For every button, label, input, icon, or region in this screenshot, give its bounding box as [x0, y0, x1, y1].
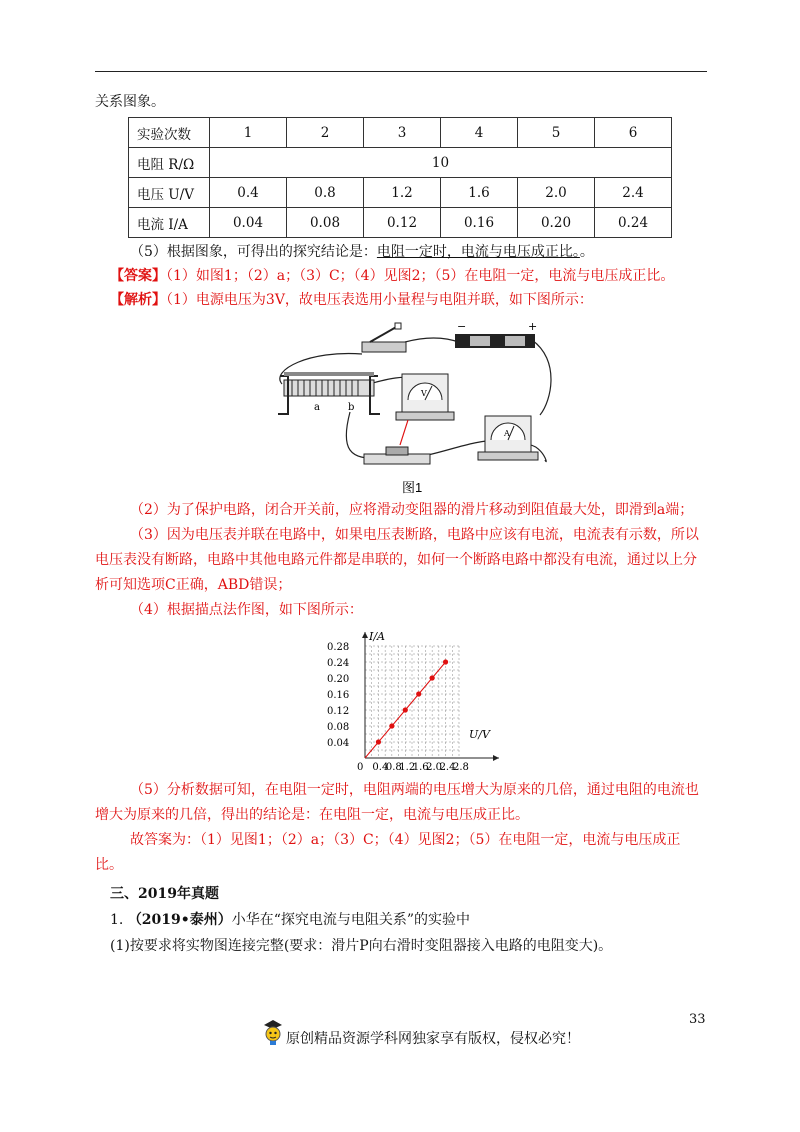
table-cell: 实验次数 [129, 118, 210, 148]
table-cell: 电阻 R/Ω [129, 148, 210, 178]
svg-text:A: A [504, 429, 510, 438]
para3-line: （3）因为电压表并联在电路中，如果电压表断路，电路中应该有电流，电流表有示数，所以 [130, 527, 699, 543]
q5-suffix: 。 [579, 244, 594, 260]
data-point [403, 707, 408, 712]
table-cell: 4 [441, 118, 518, 148]
table-row [129, 208, 672, 238]
intro-text: 关系图象。 [95, 94, 165, 110]
table-cell: 2.0 [518, 178, 595, 208]
circuit-figure [270, 320, 560, 500]
mascot-logo [262, 1018, 284, 1046]
para3-line: 析可知选项C正确，ABD错误； [95, 577, 292, 593]
x-axis-arrow [493, 755, 499, 761]
x-tick-label: 1.6 [412, 762, 429, 773]
data-point [376, 739, 381, 744]
table-cell: 0.4 [210, 178, 287, 208]
q5-answer: 电阻一定时，电流与电压成正比。 [376, 244, 580, 260]
x-tick-label: 2.4 [439, 762, 456, 773]
data-point [416, 691, 421, 696]
x-tick-label: 0.4 [372, 762, 389, 773]
svg-text:a: a [314, 402, 320, 413]
rheostat-icon [278, 372, 380, 414]
para3-line: 电压表没有断路，电路中其他电路元件都是串联的，如何一个断路电路中都没有电流，通过以上分 [95, 552, 697, 568]
table-cell: 2 [287, 118, 364, 148]
resistor-icon [364, 420, 430, 464]
final-line: 故答案为：（1）见图1；（2）a；（3）C；（4）见图2；（5）在电阻一定，电流与电压成正 [130, 832, 681, 848]
y-axis-arrow [362, 632, 368, 638]
table-cell: 6 [595, 118, 672, 148]
table-cell: 0.20 [518, 208, 595, 238]
para5-line: （5）分析数据可知，在电阻一定时，电阻两端的电压增大为原来的几倍，通过电阻的电流也 [130, 782, 699, 798]
x-tick-label: 0 [357, 762, 364, 773]
analysis-line [110, 290, 593, 310]
q5-prefix: （5）根据图象，可得出的探究结论是： [130, 244, 377, 260]
y-tick-label: 0.12 [327, 706, 350, 717]
table-cell: 0.8 [287, 178, 364, 208]
page-number: 33 [689, 1012, 706, 1027]
svg-text:b: b [348, 402, 355, 413]
answer-line [110, 266, 674, 286]
y-tick-label: 0.24 [327, 658, 350, 669]
battery-icon [455, 320, 537, 348]
analysis-text: （1）电源电压为3V，故电压表选用小量程与电阻并联，如下图所示： [166, 292, 593, 308]
data-point [430, 675, 435, 680]
x-tick-label: 0.8 [385, 762, 402, 773]
svg-text:−: − [457, 320, 467, 333]
footer-text: 原创精品资源学科网独家享有版权，侵权必究！ [286, 1031, 580, 1047]
data-table [128, 117, 672, 238]
table-cell: 1.2 [364, 178, 441, 208]
table-cell: 2.4 [595, 178, 672, 208]
table-cell: 1 [210, 118, 287, 148]
final-line: 比。 [95, 857, 123, 873]
y-tick-label: 0.28 [327, 642, 350, 653]
table-cell: 电压 U/V [129, 178, 210, 208]
table-cell: 0.16 [441, 208, 518, 238]
para5-line: 增大为原来的几倍，得出的结论是：在电阻一定，电流与电压成正比。 [95, 807, 529, 823]
x-tick-label: 2.8 [453, 762, 469, 773]
y-tick-label: 0.08 [327, 722, 350, 733]
para2: （2）为了保护电路，闭合开关前，应将滑动变阻器的滑片移动到阻值最大处，即滑到a端； [130, 502, 694, 518]
table-row [129, 178, 672, 208]
y-tick-label: 0.20 [327, 674, 350, 685]
table-cell: 电流 I/A [129, 208, 210, 238]
table-cell: 0.12 [364, 208, 441, 238]
svg-text:+: + [528, 320, 538, 333]
table-cell: 0.24 [595, 208, 672, 238]
header-rule [95, 71, 707, 72]
q5-line [130, 242, 594, 262]
switch-icon [362, 323, 406, 352]
ammeter-icon [478, 416, 538, 460]
voltmeter-icon [396, 374, 454, 420]
table-cell: 0.08 [287, 208, 364, 238]
analysis-tag: 【解析】 [110, 292, 166, 308]
question-1 [110, 910, 470, 930]
x-axis-label: U/V [469, 728, 490, 741]
section-title: 三、2019年真题 [110, 886, 219, 902]
x-tick-label: 1.2 [399, 762, 416, 773]
y-tick-label: 0.04 [327, 738, 350, 749]
svg-text:V: V [421, 389, 427, 398]
table-cell: 0.04 [210, 208, 287, 238]
table-row [129, 148, 672, 178]
data-point [389, 723, 394, 728]
question-number: 1. [110, 912, 124, 928]
table-cell: 5 [518, 118, 595, 148]
x-tick-label: 2.0 [426, 762, 443, 773]
fig1-caption: 图1 [402, 480, 423, 495]
question-text: 小华在“探究电流与电阻关系”的实验中 [231, 912, 471, 928]
question-1-part-1: (1)按要求将实物图连接完整(要求：滑片P向右滑时变阻器接入电路的电阻变大)。 [110, 938, 613, 954]
table-cell: 10 [210, 148, 672, 178]
para4: （4）根据描点法作图，如下图所示： [130, 602, 363, 618]
iu-chart [325, 622, 515, 774]
answer-tag: 【答案】 [110, 268, 166, 284]
table-cell: 1.6 [441, 178, 518, 208]
y-axis-label: I/A [369, 630, 385, 643]
table-cell: 3 [364, 118, 441, 148]
table-row [129, 118, 672, 148]
y-tick-label: 0.16 [327, 690, 350, 701]
answer-text: （1）如图1；（2）a；（3）C；（4）见图2；（5）在电阻一定，电流与电压成正比。 [166, 268, 675, 284]
data-point [443, 659, 448, 664]
question-source: （2019•泰州） [127, 912, 232, 928]
